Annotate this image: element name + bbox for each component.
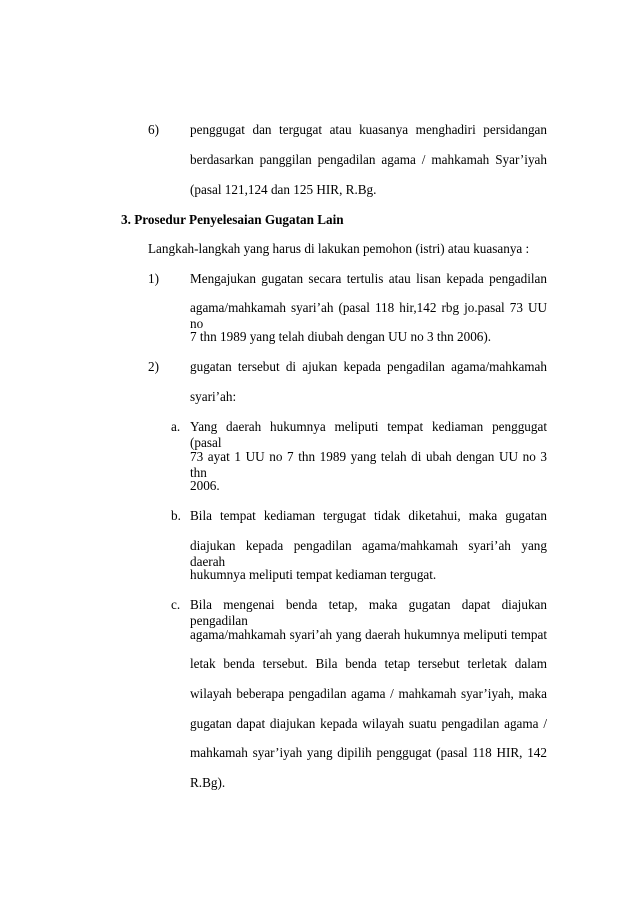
section-3-intro: Langkah-langkah yang harus di lakukan pemohon (istri) atau kuasanya : xyxy=(148,241,530,256)
sub-a-line-1: Yang daerah hukumnya meliputi tempat kediaman penggugat (pasal xyxy=(190,419,547,450)
item-2-marker: 2) xyxy=(148,359,159,374)
item-2-line-2: syari’ah: xyxy=(190,389,237,404)
item-1-line-2: agama/mahkamah syari’ah (pasal 118 hir,142 rbg jo.pasal 73 UU no xyxy=(190,300,547,331)
sub-a-line-2: 73 ayat 1 UU no 7 thn 1989 yang telah di ubah dengan UU no 3 thn xyxy=(190,449,547,480)
item-1-line-1: Mengajukan gugatan secara tertulis atau lisan kepada pengadilan xyxy=(190,271,547,286)
sub-c-line-5: gugatan dapat diajukan kepada wilayah suatu pengadilan agama / xyxy=(190,716,547,731)
sub-b-marker: b. xyxy=(171,508,181,523)
item-1-marker: 1) xyxy=(148,271,159,286)
sub-b-line-1: Bila tempat kediaman tergugat tidak diketahui, maka gugatan xyxy=(190,508,547,523)
item-6-line-3: (pasal 121,124 dan 125 HIR, R.Bg. xyxy=(190,182,377,197)
sub-b-line-3: hukumnya meliputi tempat kediaman tergugat. xyxy=(190,567,437,582)
sub-a-line-3: 2006. xyxy=(190,478,220,493)
item-6-line-2: berdasarkan panggilan pengadilan agama / mahkamah Syar’iyah xyxy=(190,152,547,167)
sub-c-line-1: Bila mengenai benda tetap, maka gugatan dapat diajukan pengadilan xyxy=(190,597,547,628)
sub-a-marker: a. xyxy=(171,419,181,434)
sub-c-marker: c. xyxy=(171,597,181,612)
item-1-line-3: 7 thn 1989 yang telah diubah dengan UU no 3 thn 2006). xyxy=(190,329,492,344)
item-6-line-1: penggugat dan tergugat atau kuasanya menghadiri persidangan xyxy=(190,122,547,137)
sub-b-line-2: diajukan kepada pengadilan agama/mahkamah syari’ah yang daerah xyxy=(190,538,547,569)
sub-c-line-2: agama/mahkamah syari’ah yang daerah hukumnya meliputi tempat xyxy=(190,627,547,642)
item-2-line-1: gugatan tersebut di ajukan kepada pengadilan agama/mahkamah xyxy=(190,359,547,374)
section-3-heading: 3. Prosedur Penyelesaian Gugatan Lain xyxy=(121,212,344,227)
sub-c-line-6: mahkamah syar’iyah yang dipilih penggugat (pasal 118 HIR, 142 xyxy=(190,745,547,760)
sub-c-line-4: wilayah beberapa pengadilan agama / mahkamah syar’iyah, maka xyxy=(190,686,547,701)
sub-c-line-7: R.Bg). xyxy=(190,775,226,790)
sub-c-line-3: letak benda tersebut. Bila benda tetap tersebut terletak dalam xyxy=(190,656,547,671)
item-6-marker: 6) xyxy=(148,122,159,137)
